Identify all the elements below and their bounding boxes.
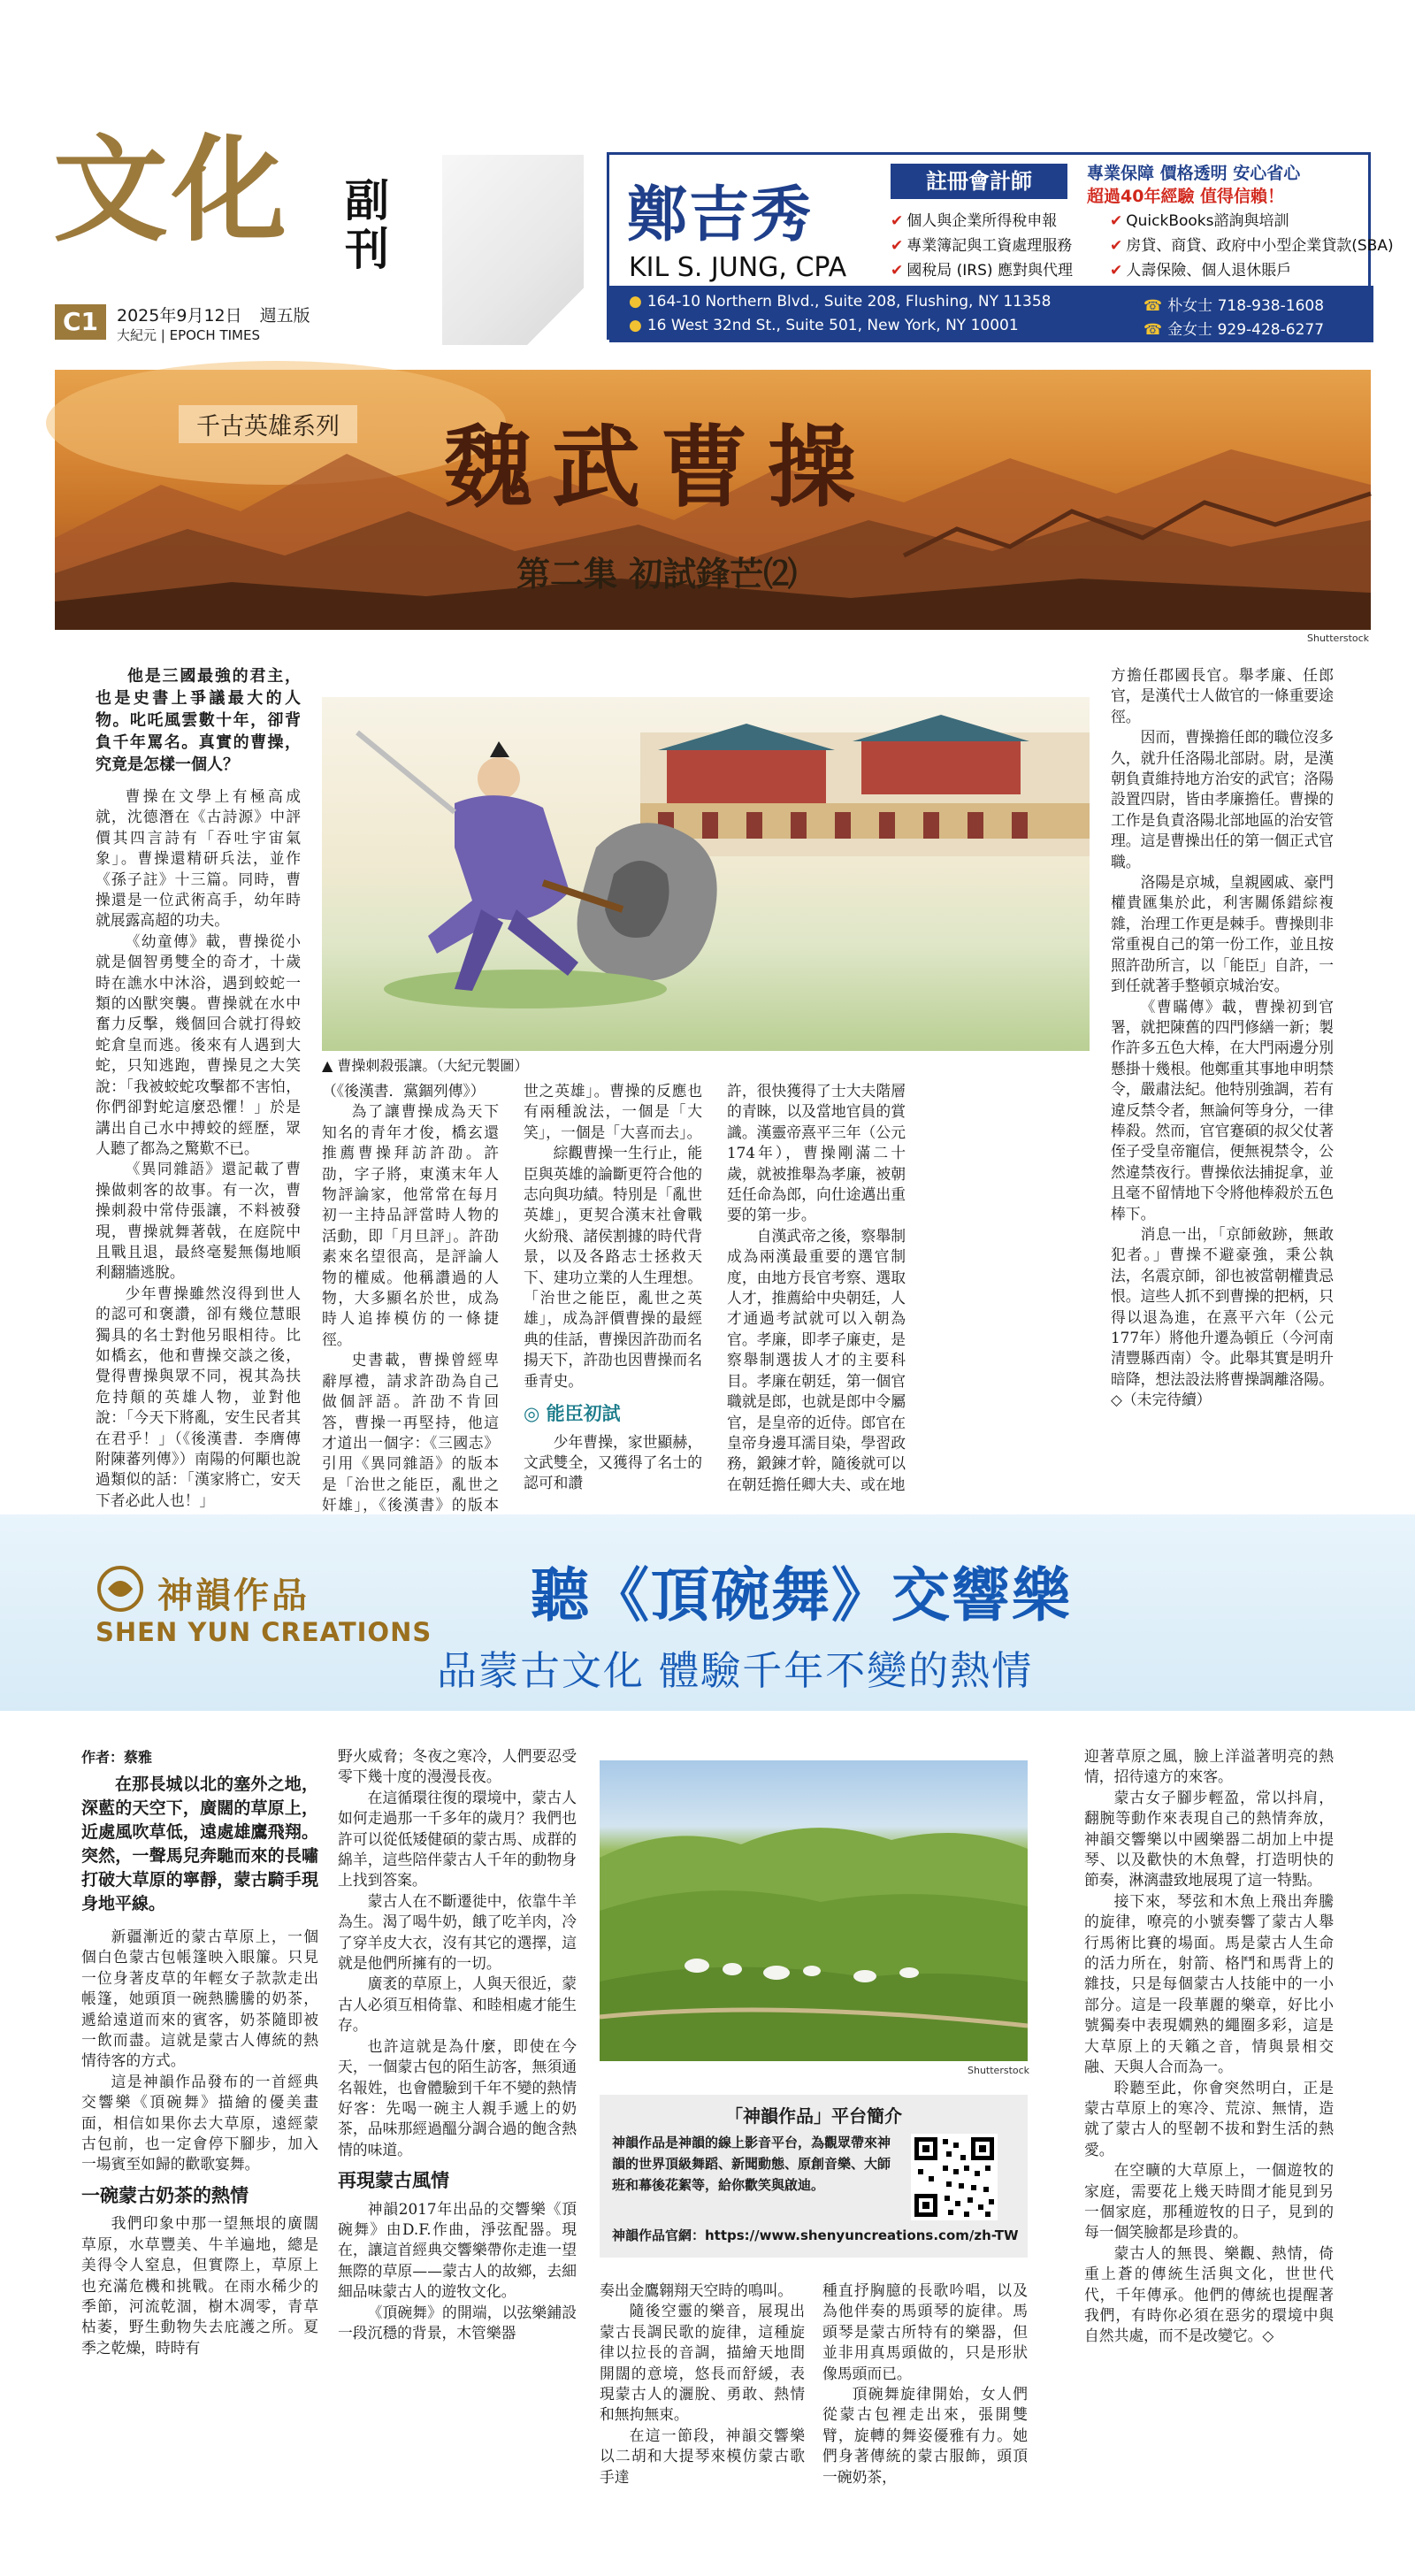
paragraph: 綜觀曹操一生行止，能臣與英雄的論斷更符合他的志向與功績。特別是「亂世英雄」，更契合漢末社會戰火紛飛、諸侯割據的時代背景，以及各路志士拯救天下、建功立業的人生理想。「治世之能臣，亂世之英雄」，成為評價曹操的最經典的佳話，曹操因許劭而名揚天下，許劭也因曹操而名垂青史。	[524, 1144, 702, 1390]
article2-column-2	[338, 1746, 577, 2551]
paragraph: 廣袤的草原上，人與天很近，蒙古人必須互相倚靠、和睦相處才能生存。	[338, 1974, 577, 2035]
illustration-caption: ▲ 曹操刺殺張讓。（大紀元製圖）	[322, 1057, 529, 1074]
location-pin-icon: ●	[629, 317, 642, 334]
article1-column-4	[727, 1081, 906, 1506]
paragraph: 蒙古人的無畏、樂觀、熱情，倚重上蒼的傳統生活與文化，世世代代，千年傳承。他們的傳統也提醒著我們，有時你必須在惡劣的環境中與自然共處，而不是改變它。◇	[1084, 2243, 1334, 2345]
ad-service-item: ✔ 專業簿記與工資處理服務	[891, 237, 1073, 255]
ad-service-item: ✔ 個人與企業所得稅申報	[891, 212, 1058, 230]
check-icon: ✔	[891, 212, 904, 230]
ad-address-1: ● 164-10 Northern Blvd., Suite 208, Flushing, NY 11358	[629, 293, 1052, 310]
article1-column-3	[524, 1081, 702, 1506]
check-icon: ✔	[1110, 262, 1123, 280]
ad-phone-1[interactable]: ☎ 朴女士 718-938-1608	[1143, 297, 1325, 315]
issue-date	[117, 303, 310, 326]
shenyun-logo-english: SHEN YUN CREATIONS	[96, 1617, 432, 1647]
paragraph: 在這循環往復的環境中，蒙古人如何走過那一千多年的歲月？我們也許可以從低矮健碩的蒙古馬、成群的綿羊，這些陪伴蒙古人千年的動物身上找到答案。	[338, 1788, 577, 1890]
paragraph: 接下來，琴弦和木魚上飛出奔騰的旋律，嘹亮的小號奏響了蒙古人舉行馬術比賽的場面。馬是蒙古人生命的活力所在，射箭、格鬥和馬背上的雜技，只是每個蒙古人技能中的一小部分。這是一段華麗的樂章，好比小號獨奏中表現嫺熟的繩圈多彩，這是大草原上的天籟之音，情與景相交融、天與人合而為一。	[1084, 1891, 1334, 2076]
paragraph: 曹操在文學上有極高成就，沈德潛在《古詩源》中評價其四言詩有「吞吐宇宙氣象」。曹操還精研兵法，並作《孫子註》十三篇。同時，曹操還是一位武術高手，幼年時就展露高超的功夫。	[96, 787, 301, 930]
paragraph: 史書載，曹操曾經卑辭厚禮，請求許劭為自己做個評語。許劭不肯回答，曹操一再堅持，他這才道出一個字：《三國志》引用《異同雜語》的版本是「治世之能臣，亂世之奸雄」，《後漢書》的版本	[322, 1351, 499, 1514]
article-banner	[55, 370, 1371, 630]
paragraph: 蒙古女子腳步輕盈，常以抖肩，翻腕等動作來表現自己的熱情奔放，神韻交響樂以中國樂器二胡加上中提琴、以及歡快的木魚聲，打造明快的節奏，淋漓盡致地展現了這一特點。	[1084, 1788, 1334, 1890]
ad-service-item: ✔ 房貸、商貸、政府中小型企業貸款(SBA)	[1110, 237, 1394, 255]
ad-phone-2[interactable]: ☎ 金女士 929-428-6277	[1143, 321, 1325, 339]
series-label: 千古英雄系列	[179, 405, 357, 443]
shenyun-logo-icon	[96, 1564, 145, 1614]
check-icon: ✔	[1110, 237, 1123, 255]
section-subhead: 再現蒙古風情	[338, 2170, 449, 2192]
paragraph: 隨後空靈的樂音，展現出蒙古長調民歌的旋律，這種旋律以拉長的音調，描繪天地間開闊的意境，悠長而舒緩，表現蒙古人的灑脫、勇敢、熱情和無拘無束。	[600, 2302, 805, 2424]
article1-column-1	[96, 665, 301, 1509]
ad-address-2: ● 16 West 32nd St., Suite 501, New York, NY 10001	[629, 317, 1019, 334]
author-byline: 作者：蔡雅	[81, 1749, 153, 1766]
cpa-advertisement[interactable]	[607, 152, 1394, 340]
paragraph: 野火威脅；冬夜之寒冷，人們要忍受零下幾十度的漫漫長夜。	[338, 1747, 577, 1786]
paper-name: 大紀元 | EPOCH TIMES	[117, 327, 260, 343]
location-pin-icon: ●	[629, 293, 642, 310]
paragraph: 聆聽至此，你會突然明白，正是蒙古草原上的寒冷、荒涼、無情，造就了蒙古人的堅韌不拔和對生活的熱愛。	[1084, 2078, 1334, 2158]
article1-lead: 他是三國最強的君主，也是史書上爭議最大的人物。叱吒風雲數十年，卻背負千年罵名。真實的曹操，究竟是怎樣一個人？	[96, 667, 301, 774]
check-icon: ✔	[1110, 212, 1123, 230]
qr-code-icon[interactable]	[911, 2134, 998, 2220]
paragraph: 消息一出，「京師斂跡，無敢犯者。」曹操不避豪強，秉公執法，名震京師，卻也被當朝權貴忌恨。這些人抓不到曹操的把柄，只得以退為進，在熹平六年（公元177年）將他升遷為頓丘（今河南清豐縣西南）令。此舉其實是明升暗降，想法設法將曹操調離洛陽。◇（未完待續）	[1111, 1224, 1334, 1409]
caocao-illustration	[322, 697, 1090, 1051]
page-curl-decoration	[442, 155, 584, 345]
check-icon: ✔	[891, 237, 904, 255]
ad-contact-bar	[609, 286, 1373, 342]
issue-weekday: 週五版	[259, 306, 310, 326]
article-title: 魏武曹操	[444, 415, 876, 519]
article2-column-5	[1084, 1746, 1334, 2551]
paragraph: 在這一節段，神韻交響樂以二胡和大提琴來模仿蒙古歌手達	[600, 2426, 805, 2486]
paragraph: （《後漢書．黨錮列傳》）	[322, 1082, 486, 1100]
paragraph: 在空曠的大草原上，一個遊牧的家庭，需要花上幾天時間才能見到另一個家庭，那種遊牧的日子，見到的每一個笑臉都是珍貴的。	[1084, 2161, 1334, 2242]
paragraph: 《異同雜語》還記載了曹操做刺客的故事。有一次，曹操刺殺中常侍張讓，不料被發現，曹操就舞著戟，在庭院中且戰且退，最終毫髮無傷地順利翻牆逃脫。	[96, 1160, 301, 1282]
masthead-title: 文化	[53, 123, 291, 257]
grassland-photo	[600, 1760, 1028, 2061]
grassland-photo-credit: Shutterstock	[968, 2065, 1030, 2076]
paragraph: 迎著草原之風，臉上洋溢著明亮的熱情，招待遠方的來客。	[1084, 1747, 1334, 1786]
ad-name: 鄭吉秀	[627, 180, 814, 250]
paragraph: 少年曹操雖然沒得到世人的認可和褒讚，卻有幾位慧眼獨具的名士對他另眼相待。比如橋玄，他和曹操交談之後，覺得曹操與眾不同，視其為扶危持顛的英雄人物，並對他說：「今天下將亂，安生民者其在君乎！」（《後漢書．李膺傳附陳蕃列傳》）南陽的何顒也說過類似的話：「漢家將亡，安天下者必此人也！」	[96, 1284, 301, 1509]
ad-slogan-2: 超過40年經驗 值得信賴！	[1087, 187, 1285, 206]
paragraph: 自漢武帝之後，察舉制成為兩漢最重要的選官制度，由地方長官考察、選取人才，推薦給中央朝廷，人才通過考試就可以入朝為官。孝廉，即孝子廉吏，是察舉制選拔人才的主要科目。孝廉在朝廷，第一個官職就是郎，也就是郎中令屬官，是皇帝的近侍。郎官在皇帝身邊耳濡目染，學習政務，鍛鍊才幹，隨後就可以在朝廷擔任卿大夫、或在地	[727, 1226, 906, 1493]
paragraph: 《頂碗舞》的開端，以弦樂鋪設一段沉穩的背景，木管樂器	[338, 2303, 577, 2342]
mongolian-grassland-image	[600, 1760, 1028, 2061]
phone-icon: ☎	[1143, 321, 1163, 339]
section-subhead: 一碗蒙古奶茶的熱情	[81, 2184, 249, 2206]
article1-column-5	[1111, 665, 1334, 1506]
ad-name-english: KIL S. JUNG, CPA	[629, 252, 847, 283]
ad-service-item: ✔ 國稅局 (IRS) 應對與代理	[891, 262, 1073, 280]
ad-service-item: ✔ QuickBooks諮詢與培訓	[1110, 212, 1289, 230]
page-number-badge: C1	[55, 304, 106, 340]
ad-role-badge: 註冊會計師	[891, 164, 1067, 199]
swordsman-illustration	[322, 697, 1090, 1051]
section-subhead: ◎ 能臣初試	[524, 1403, 621, 1425]
paragraph: 少年曹操，家世顯赫，文武雙全，又獲得了名士的認可和讚	[524, 1432, 702, 1492]
paragraph: 種直抒胸臆的長歌吟唱，以及為他伴奏的馬頭琴的旋律。馬頭琴是蒙古所特有的樂器，但並非用真馬頭做的，只是形狀像馬頭而已。	[822, 2281, 1028, 2382]
article2-column-3	[600, 2281, 805, 2551]
article2-column-4	[822, 2281, 1028, 2551]
paragraph: 《幼童傳》載，曹操從小就是個智勇雙全的奇才，十歲時在譙水中沐浴，遇到蛟蛇一類的凶獸突襲。曹操就在水中奮力反擊，幾個回合就打得蛟蛇倉皇而逃。後來有人遇到大蛇，只知逃跑，曹操見之大笑說：「我被蛟蛇攻擊都不害怕，你們卻對蛇這麼恐懼！」於是講出自己水中搏蛟的經歷，眾人聽了都為之驚歎不已。	[96, 932, 301, 1157]
article1-column-2	[322, 1081, 499, 1514]
paragraph: 這是神韻作品發布的一首經典交響樂《頂碗舞》描繪的優美畫面，相信如果你去大草原，遠經蒙古包前，也一定會停下腳步，加入一場賓至如歸的歡歌宴舞。	[81, 2072, 318, 2174]
paragraph: 洛陽是京城，皇親國戚、豪門權貴匯集於此，利害關係錯綜複雜，治理工作更是棘手。曹操則非常重視自己的第一份工作，並且按照許劭所言，以「能臣」自許，一到任就著手整頓京城治安。	[1111, 873, 1334, 995]
ad-slogan-1: 專業保障 價格透明 安心省心	[1087, 164, 1301, 183]
paragraph: 神韻2017年出品的交響樂《頂碗舞》由D.F.作曲，淨弦配器。現在，讓這首經典交響樂帶你走進一望無際的草原——蒙古人的故鄉，去細細品味蒙古人的遊牧文化。	[338, 2199, 577, 2301]
paragraph: 《曹瞞傳》載，曹操初到官署，就把陳舊的四門修繕一新；製作許多五色大棒，在大門兩邊分別懸掛十幾根。他鄭重其事地申明禁令，嚴肅法紀。他特別強調，若有違反禁令者，無論何等身分，一律棒殺。然而，官官蹇碩的叔父仗著侄子受皇帝寵信，便無視禁令，公然違禁夜行。曹操依法捕捉拿，並且毫不留情地下令將他棒殺於五色棒下。	[1111, 997, 1334, 1223]
article2-column-1	[81, 1773, 318, 2551]
promo-website-link[interactable]: 神韻作品官網：https://www.shenyuncreations.com/zh-TW	[612, 2227, 1019, 2243]
paragraph: 新疆漸近的蒙古草原上，一個個白色蒙古包帳篷映入眼簾。只見一位身著皮草的年輕女子款款走出帳篷，她頭頂一碗熱騰騰的奶茶，遞給遠道而來的賓客，奶茶隨即被一飲而盡。這就是蒙古人傳統的熱情待客的方式。	[81, 1928, 318, 2070]
phone-icon: ☎	[1143, 297, 1163, 315]
paragraph: 方擔任郡國長官。舉孝廉、任郎官，是漢代士人做官的一條重要途徑。	[1111, 666, 1334, 725]
paragraph: 蒙古人在不斷遷徙中，依靠牛羊為生。渴了喝牛奶，餓了吃羊肉，冷了穿羊皮大衣，沒有其它的選擇，這就是他們所擁有的一切。	[338, 1891, 577, 1973]
article-subtitle: 第二集 初試鋒芒⑵	[516, 555, 798, 594]
article2-lead: 在那長城以北的塞外之地，深藍的天空下，廣闊的草原上，近處風吹草低，遠處雄鷹飛翔。突然，一聲馬兒奔馳而來的長嘯打破大草原的寧靜，蒙古騎手現身地平線。	[81, 1775, 318, 1913]
paragraph: 世之英雄」。曹操的反應也有兩種說法，一個是「大笑」，一個是「大喜而去」。	[524, 1082, 702, 1141]
paragraph: 我們印象中那一望無垠的廣闊草原，水草豐美、牛羊遍地，總是美得令人窒息，但實際上，草原上也充滿危機和挑戰。在雨水稀少的季節，河流乾涸，樹木凋零，青草枯萎，野生動物失去庇護之所。夏季之乾燥，時時有	[81, 2214, 318, 2357]
masthead-section: 副刊	[345, 175, 389, 275]
ad-service-item: ✔ 人壽保險、個人退休賬戶	[1110, 262, 1292, 280]
shenyun-article-title: 聽《頂碗舞》交響樂	[531, 1561, 1072, 1629]
paragraph: 也許這就是為什麼，即使在今天，一個蒙古包的陌生訪客，無須通名報姓，也會體驗到千年不變的熱情好客：先喝一碗主人親手遞上的奶茶，品味那經過醞分調合過的飽含熱情的味道。	[338, 2036, 577, 2158]
paragraph: 因而，曹操擔任郎的職位沒多久，就升任洛陽北部尉。尉，是漢朝負責維持地方治安的武官；洛陽設置四尉，皆由孝廉擔任。曹操的工作是負責洛陽北部地區的治安管理。這是曹操出任的第一個正式官職。	[1111, 728, 1334, 870]
shenyun-logo-chinese: 神韻作品	[157, 1576, 310, 1616]
issue-date-text: 2025年9月12日	[117, 306, 242, 326]
shenyun-article-subtitle: 品蒙古文化 體驗千年不變的熱情	[437, 1647, 1034, 1694]
banner-photo-credit: Shutterstock	[1307, 632, 1370, 644]
paragraph: 許，很快獲得了士大夫階層的青睞，以及當地官員的賞識。漢靈帝熹平三年（公元174年），曹操剛滿二十歲，就被推舉為孝廉，被朝廷任命為郎，向仕途邁出重要的第一步。	[727, 1082, 906, 1224]
shenyun-platform-promo[interactable]	[600, 2095, 1028, 2258]
paragraph: 奏出金鷹翱翔天空時的鳴叫。	[600, 2281, 793, 2299]
check-icon: ✔	[891, 262, 904, 280]
paragraph: 為了讓曹操成為天下知名的青年才俊，橋玄還推薦曹操拜訪許劭。許劭，字子將，東漢末年人物評論家，他常常在每月初一主持品評當時人物的活動，即「月旦評」。許劭素來名望很高，是評論人物的權威。他稱讚過的人物，大多顯名於世，成為時人追捧模仿的一條捷徑。	[322, 1102, 499, 1348]
promo-description: 神韻作品是神韻的線上影音平台，為觀眾帶來神韻的世界頂級舞蹈、新聞動態、原創音樂、大師班和幕後花絮等，給你歡笑與啟迪。	[612, 2135, 891, 2193]
promo-title: 「神韻作品」平台簡介	[725, 2105, 902, 2127]
paragraph: 頂碗舞旋律開始，女人們從蒙古包裡走出來，張開雙臂，旋轉的舞姿優雅有力。她們身著傳統的蒙古服飾，頭頂一碗奶茶，	[822, 2385, 1028, 2486]
